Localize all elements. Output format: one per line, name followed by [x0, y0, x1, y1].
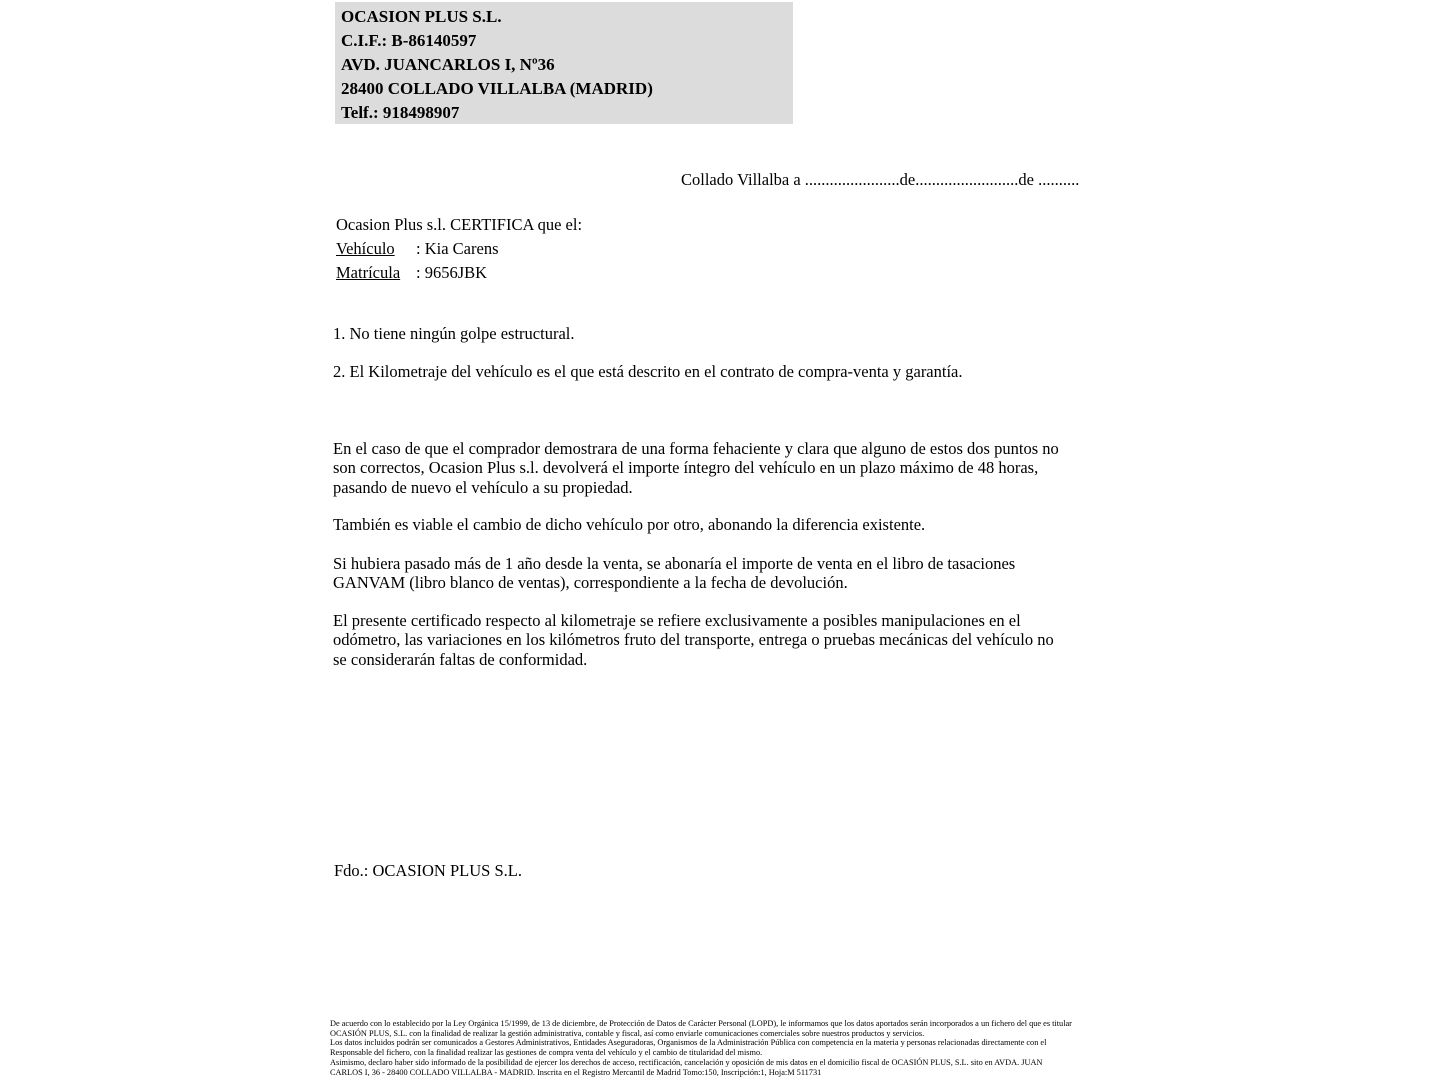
- vehicle-value: Kia Carens: [424, 239, 499, 258]
- condition-point-2: 2. El Kilometraje del vehículo es el que está descrito en el contrato de compra-venta y garantía.: [333, 362, 963, 381]
- paragraph-line: odómetro, las variaciones en los kilómetros fruto del transporte, entrega o pruebas mecánicas del vehículo no: [333, 630, 1054, 650]
- plate-row: [336, 261, 582, 285]
- paragraph-exchange: [333, 515, 925, 534]
- legal-notice-line: CARLOS I, 36 - 28400 COLLADO VILLALBA - MADRID. Inscrita en el Registro Mercantil de Madrid Tomo:150, Inscripción:1, Hoja:M 511731: [330, 1067, 822, 1077]
- legal-notice-line: OCASIÓN PLUS, S.L. con la finalidad de realizar la gestión administrativa, contable y fiscal, así como enviarle comunicaciones comerciales sobre nuestros productos y servicios.: [330, 1028, 925, 1038]
- plate-label: Matrícula: [336, 263, 401, 282]
- certification-intro: Ocasion Plus s.l. CERTIFICA que el:: [336, 215, 583, 234]
- paragraph-line: El presente certificado respecto al kilometraje se refiere exclusivamente a posibles manipulaciones en el: [333, 611, 1021, 630]
- paragraph-line: En el caso de que el comprador demostrara de una forma fehaciente y clara que alguno de estos dos puntos no: [333, 439, 1059, 458]
- company-name: OCASION PLUS S.L.: [341, 7, 502, 26]
- paragraph-line: Si hubiera pasado más de 1 año desde la venta, se abonaría el importe de venta en el libro de tasaciones: [333, 554, 1016, 573]
- company-header-box: [335, 2, 793, 124]
- paragraph-line: pasando de nuevo el vehículo a su propiedad.: [333, 477, 633, 497]
- plate-separator: :: [416, 263, 421, 282]
- company-city: 28400 COLLADO VILLALBA (MADRID): [341, 79, 653, 98]
- vehicle-separator: :: [416, 239, 421, 258]
- legal-notice-line: Asimismo, declaro haber sido informado de la posibilidad de ejercer los derechos de acceso, rectificación, cancelación y oposición de mis datos en el domicilio fiscal de OCASIÓN PLUS, S.L. sito en AVDA. JUAN: [330, 1057, 1043, 1067]
- company-cif: C.I.F.: B-86140597: [341, 31, 477, 50]
- date-blank-line: Collado Villalba a .......................de.........................de ..........: [681, 170, 1080, 189]
- paragraph-line: GANVAM (libro blanco de ventas), correspondiente a la fecha de devolución.: [333, 573, 848, 593]
- certification-block: [336, 213, 582, 285]
- paragraph-line: se considerarán faltas de conformidad.: [333, 649, 588, 669]
- paragraph-line: son correctos, Ocasion Plus s.l. devolverá el importe íntegro del vehículo en un plazo máximo de 48 horas,: [333, 458, 1039, 478]
- paragraph-line: También es viable el cambio de dicho vehículo por otro, abonando la diferencia existente.: [333, 515, 926, 534]
- legal-notice-line: Los datos incluidos podrán ser comunicados a Gestores Administrativos, Entidades Aseguradoras, Organismos de la Administración Pública con competencia en la materia y personas relacionadas directamente con el: [330, 1038, 1047, 1048]
- company-address: AVD. JUANCARLOS I, Nº36: [341, 55, 555, 74]
- paragraph-odometer: [333, 611, 1054, 669]
- vehicle-row: [336, 237, 582, 261]
- legal-notice: [330, 1019, 1072, 1077]
- paragraph-ganvam: [333, 554, 1015, 593]
- legal-notice-line: Responsable del fichero, con la finalidad realizar las gestiones de compra venta del vehículo y el cambio de titularidad del mismo.: [330, 1048, 763, 1058]
- signature-line: Fdo.: OCASION PLUS S.L.: [334, 861, 522, 880]
- paragraph-refund: [333, 439, 1059, 497]
- plate-value: 9656JBK: [424, 263, 488, 282]
- legal-notice-line: De acuerdo con lo establecido por la Ley Orgánica 15/1999, de 13 de diciembre, de Protección de Datos de Carácter Personal (LOPD), le informamos que los datos aportados serán incorporados a un fichero del que es titular: [330, 1019, 1072, 1028]
- condition-point-1: 1. No tiene ningún golpe estructural.: [333, 324, 575, 343]
- vehicle-label: Vehículo: [336, 239, 395, 258]
- company-phone: Telf.: 918498907: [341, 103, 460, 122]
